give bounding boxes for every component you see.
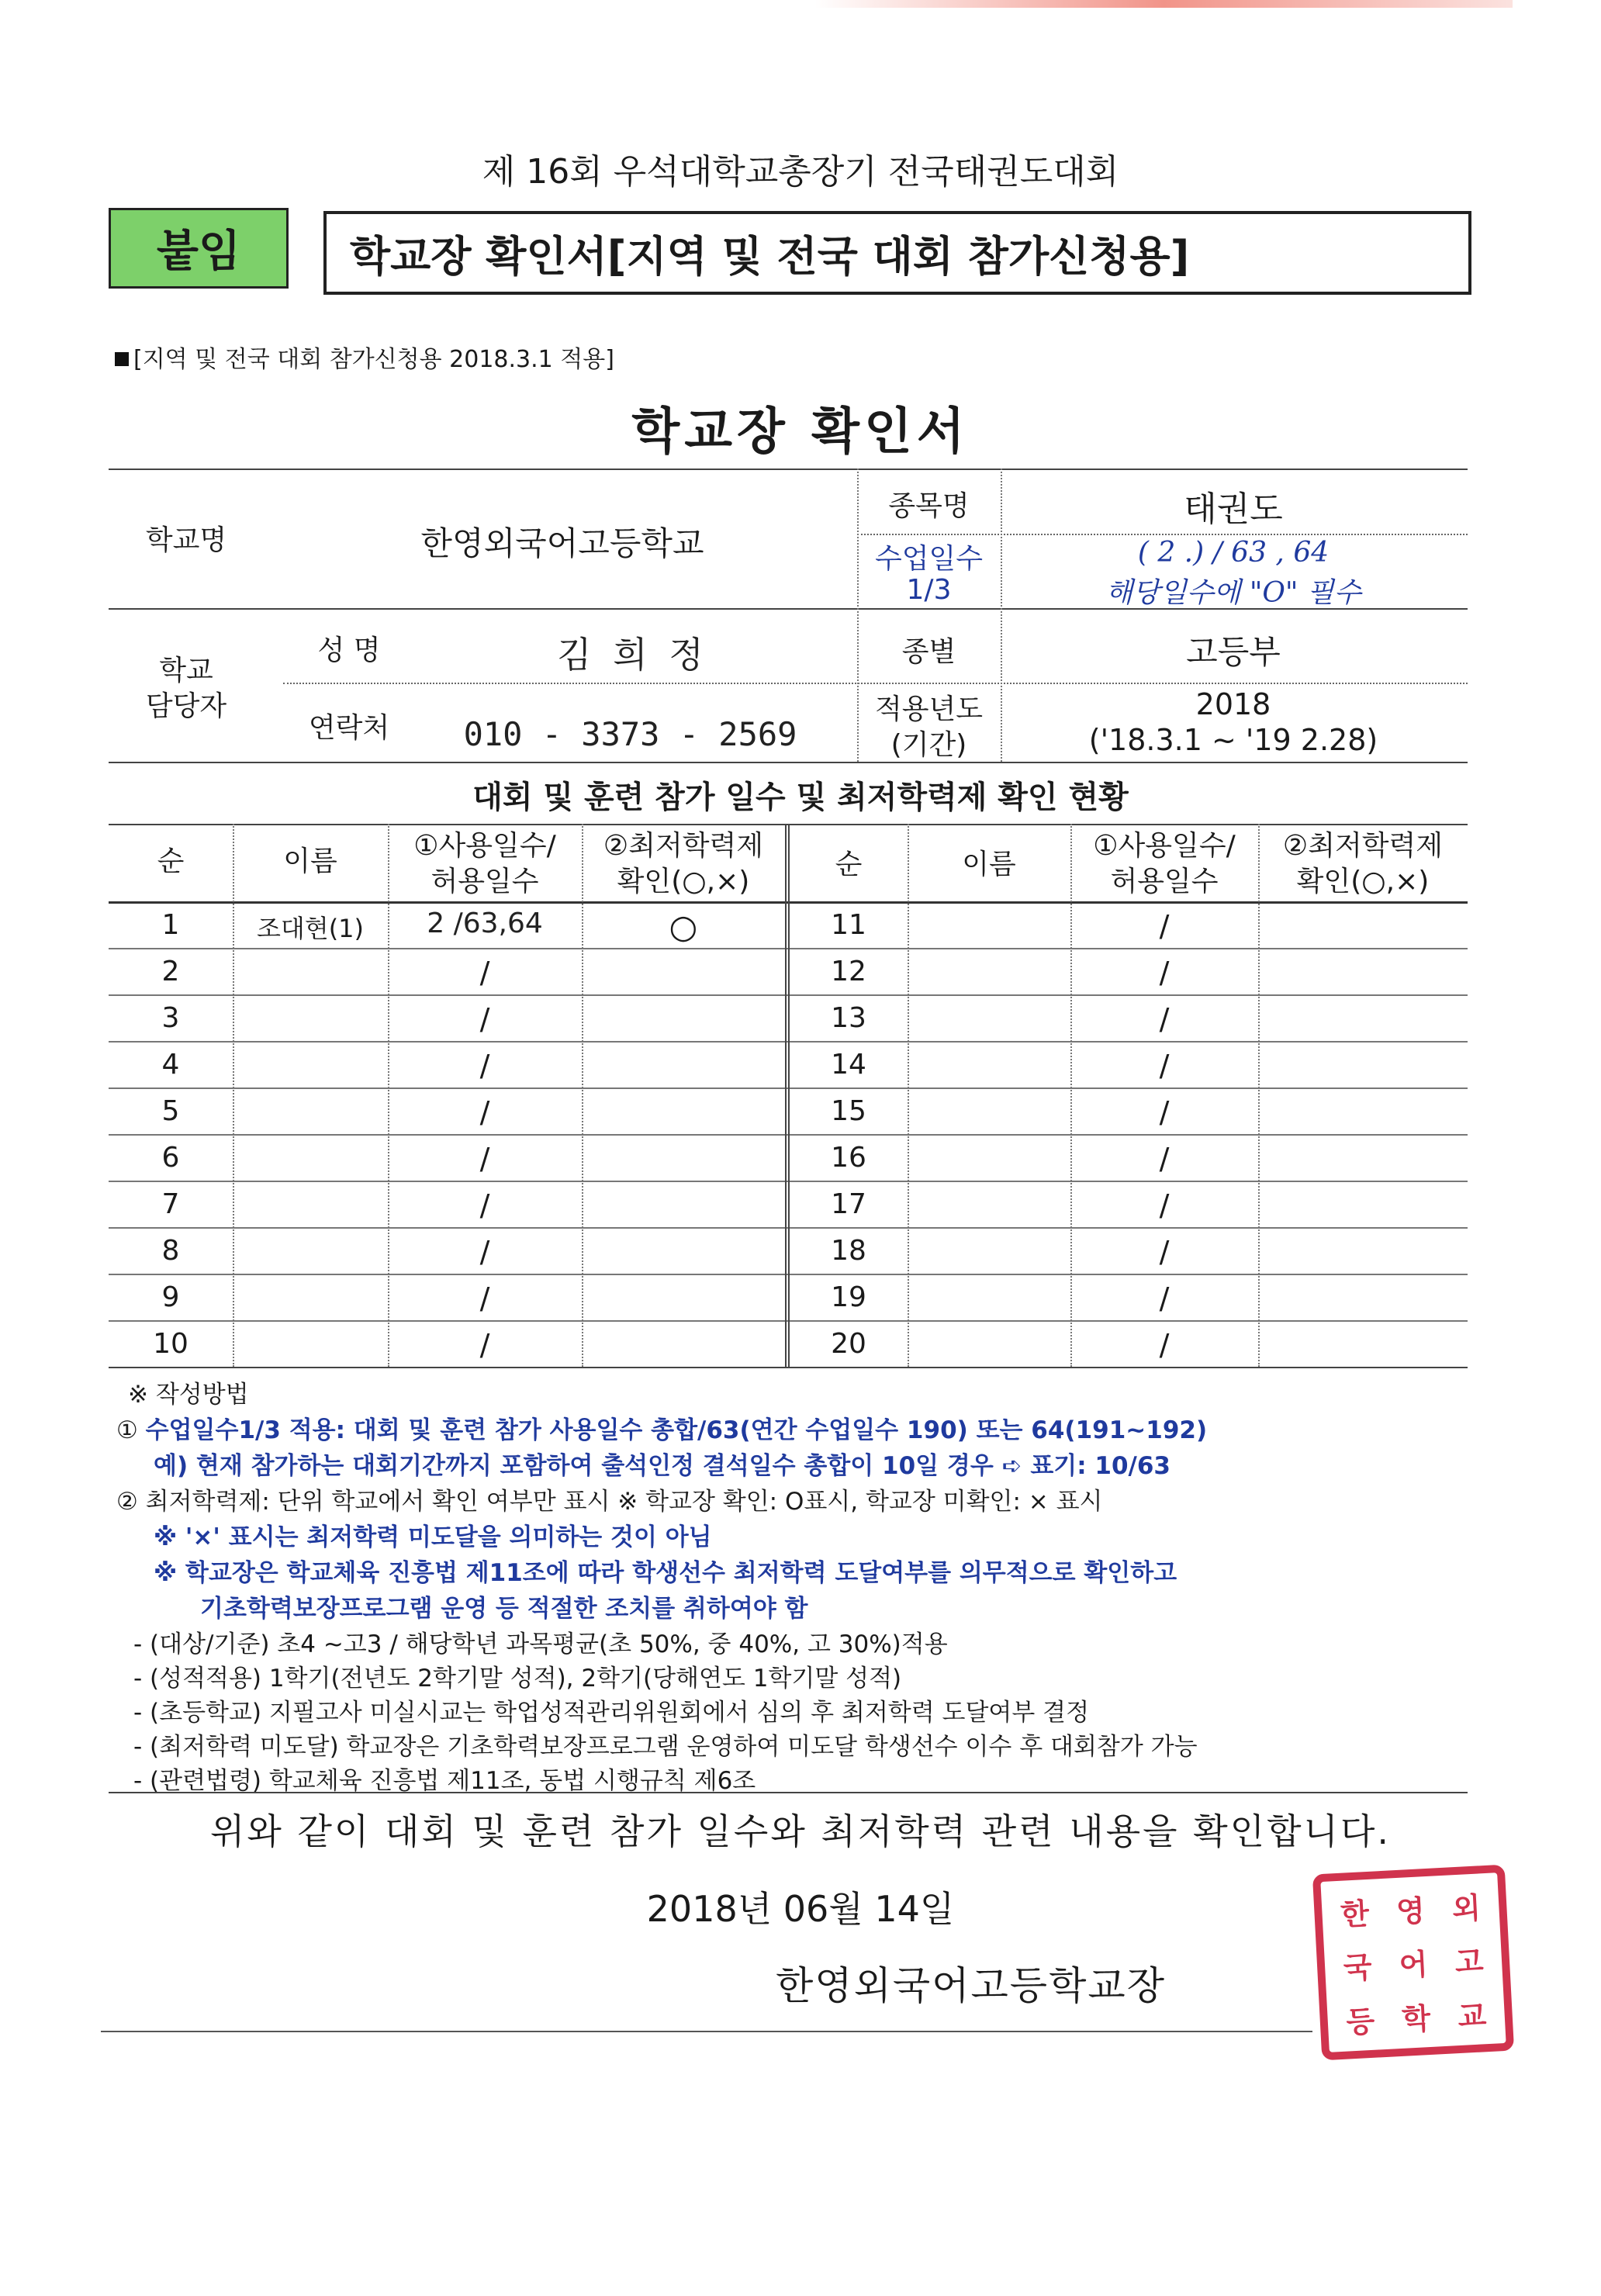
rule xyxy=(582,824,583,1367)
note-1-text: 수업일수1/3 적용: 대회 및 훈련 참가 사용일수 총합/63(연간 수업일수 190) 또는 64(191~192) xyxy=(145,1416,1208,1444)
document-title: 학교장 확인서[지역 및 전국 대회 참가신청용] xyxy=(323,211,1471,295)
applied-note xyxy=(115,340,614,374)
days-label-2: 1/3 xyxy=(906,574,952,606)
row-days: / xyxy=(479,1095,490,1129)
header-check-line2: 확인(○,×) xyxy=(617,866,750,897)
school-label: 학교명 xyxy=(145,524,227,556)
header-check-line2: 확인(○,×) xyxy=(1296,866,1430,897)
row-no: 16 xyxy=(831,1142,866,1174)
row-no: 3 xyxy=(161,1002,180,1034)
header-check-line1: ②최저학력제 xyxy=(1282,830,1444,862)
section-title: 대회 및 훈련 참가 일수 및 최저학력제 확인 현황 xyxy=(472,780,1129,815)
row-no: 18 xyxy=(831,1235,866,1267)
seal-char: 어 xyxy=(1398,1946,1429,1983)
note-4b: 기초학력보장프로그램 운영 등 적절한 조치를 취하여야 함 xyxy=(200,1595,808,1623)
seal-char: 한 xyxy=(1340,1896,1371,1932)
row-days: / xyxy=(479,1235,490,1269)
header-name-right: 이름 xyxy=(962,849,1016,880)
page-edge-mark xyxy=(814,0,1513,8)
note-3: ※ '×' 표시는 최저학력 미도달을 의미하는 것이 아님 xyxy=(154,1523,712,1551)
principal-name: 한영외국어고등학교장 xyxy=(776,1963,1166,2008)
rule xyxy=(109,469,1468,470)
row-name: 조대현(1) xyxy=(256,914,365,943)
manager-label-2: 담당자 xyxy=(145,690,227,722)
row-no: 4 xyxy=(161,1049,180,1081)
seal-char: 고 xyxy=(1454,1943,1485,1980)
row-days: 2 /63,64 xyxy=(427,908,543,939)
detail-5: - (관련법령) 학교체육 진흥법 제11조, 동법 시행규칙 제6조 xyxy=(133,1767,756,1795)
row-days: / xyxy=(1159,909,1170,943)
rule xyxy=(908,824,909,1367)
rule xyxy=(857,534,1468,535)
detail-4: - (최저학력 미도달) 학교장은 기초학력보장프로그램 운영하여 미도달 학생선수 이수 후 대회참가 가능 xyxy=(133,1733,1198,1761)
seal-char: 등 xyxy=(1345,2003,1376,2040)
row-no: 13 xyxy=(831,1002,866,1034)
notes-heading: ※ 작성방법 xyxy=(128,1381,249,1409)
sport-label: 종목명 xyxy=(888,490,970,522)
seal-char: 학 xyxy=(1401,2000,1432,2037)
detail-2: - (성적적용) 1학기(전년도 2학기말 성적), 2학기(당해연도 1학기말 성적) xyxy=(133,1665,902,1693)
official-seal xyxy=(1312,1865,1514,2061)
row-no: 10 xyxy=(153,1328,188,1360)
row-days: / xyxy=(479,1049,490,1083)
row-no: 14 xyxy=(831,1049,866,1081)
name-value: 김 희 정 xyxy=(557,634,704,676)
row-days: / xyxy=(479,956,490,990)
row-no: 19 xyxy=(831,1281,866,1313)
row-days: / xyxy=(1159,1281,1170,1316)
row-days: / xyxy=(1159,1002,1170,1036)
note-1-example: 예) 현재 참가하는 대회기간까지 포함하여 출석인정 결석일수 총합이 10일 경우 ➪ 표기: 10/63 xyxy=(154,1452,1171,1480)
contact-value: 010 - 3373 - 2569 xyxy=(463,715,797,753)
row-days: / xyxy=(1159,1095,1170,1129)
seal-char: 외 xyxy=(1451,1890,1482,1927)
manager-label-1: 학교 xyxy=(159,655,213,686)
seal-char: 교 xyxy=(1457,1997,1488,2034)
rule xyxy=(233,824,234,1367)
division-value: 고등부 xyxy=(1186,633,1281,671)
header-days-line1: ①사용일수/ xyxy=(413,830,556,862)
header-days xyxy=(388,828,582,900)
row-days: / xyxy=(479,1281,490,1316)
period-value: ('18.3.1 ~ '19 2.28) xyxy=(1088,723,1378,757)
square-bullet-icon xyxy=(115,352,129,366)
note-1-marker: ① xyxy=(116,1416,146,1444)
row-no: 12 xyxy=(831,956,866,987)
issue-date: 2018년 06월 14일 xyxy=(646,1888,955,1930)
detail-3: - (초등학교) 지필고사 미실시교는 학업성적관리위원회에서 심의 후 최저학력 도달여부 결정 xyxy=(133,1699,1090,1727)
confirm-statement: 위와 같이 대회 및 훈련 참가 일수와 최저학력 관련 내용을 확인합니다. xyxy=(209,1810,1392,1852)
row-no: 20 xyxy=(831,1328,866,1360)
header-check-line1: ②최저학력제 xyxy=(603,830,764,862)
days-label-1: 수업일수 xyxy=(874,543,984,575)
year-label-2: (기간) xyxy=(890,729,967,761)
contest-title: 제 16회 우석대학교총장기 전국태권도대회 xyxy=(482,152,1119,192)
seal-char: 영 xyxy=(1395,1893,1426,1930)
row-no: 6 xyxy=(161,1142,180,1174)
rule xyxy=(109,1792,1468,1793)
note-4a: ※ 학교장은 학교체육 진흥법 제11조에 따라 학생선수 최저학력 도달여부를 의무적으로 확인하고 xyxy=(154,1559,1177,1587)
school-name: 한영외국어고등학교 xyxy=(420,524,704,562)
detail-1: - (대상/기준) 초4 ~고3 / 해당학년 과목평균(초 50%, 중 40%, 고 30%)적용 xyxy=(133,1630,948,1658)
row-no: 11 xyxy=(831,909,866,941)
main-title: 학교장 확인서 xyxy=(631,403,970,461)
bottom-rule xyxy=(101,2031,1312,2032)
days-note: 해당일수에 "O" 필수 xyxy=(1105,577,1361,609)
header-check-right xyxy=(1258,828,1468,900)
row-days: / xyxy=(479,1002,490,1036)
row-days: / xyxy=(1159,1188,1170,1222)
row-no: 2 xyxy=(161,956,180,987)
header-no-right: 순 xyxy=(835,849,863,880)
row-no: 5 xyxy=(161,1095,180,1127)
rule xyxy=(109,762,1468,763)
attachment-badge: 붙임 xyxy=(109,208,289,289)
row-days: / xyxy=(479,1188,490,1222)
row-days: / xyxy=(479,1142,490,1176)
rule xyxy=(283,683,1468,684)
header-days-line2: 허용일수 xyxy=(431,866,539,897)
rule xyxy=(109,1367,1468,1368)
days-value: ( 2 .) / 63 , 64 xyxy=(1137,537,1330,569)
contact-label: 연락처 xyxy=(308,712,390,744)
row-no: 7 xyxy=(161,1188,180,1220)
year-label-1: 적용년도 xyxy=(874,693,984,725)
row-no: 9 xyxy=(161,1281,180,1313)
sport-value: 태권도 xyxy=(1184,489,1283,529)
applied-note-text: [지역 및 전국 대회 참가신청용 2018.3.1 적용] xyxy=(133,346,614,373)
row-no: 8 xyxy=(161,1235,180,1267)
header-check xyxy=(582,828,785,900)
row-days: / xyxy=(1159,1142,1170,1176)
row-no: 1 xyxy=(161,909,180,941)
header-days-line1: ①사용일수/ xyxy=(1093,830,1236,862)
header-days-right xyxy=(1070,828,1258,900)
row-days: / xyxy=(479,1328,490,1362)
row-check: ○ xyxy=(669,908,698,946)
row-days: / xyxy=(1159,956,1170,990)
row-days: / xyxy=(1159,1328,1170,1362)
row-days: / xyxy=(1159,1235,1170,1269)
seal-char: 국 xyxy=(1342,1949,1373,1987)
row-no: 17 xyxy=(831,1188,866,1220)
row-no: 15 xyxy=(831,1095,866,1127)
header-name: 이름 xyxy=(283,845,337,877)
note-2: ② 최저학력제: 단위 학교에서 확인 여부만 표시 ※ 학교장 확인: O표시, 학교장 미확인: × 표시 xyxy=(116,1488,1103,1516)
row-days: / xyxy=(1159,1049,1170,1083)
name-label: 성 명 xyxy=(317,635,381,666)
header-days-line2: 허용일수 xyxy=(1110,866,1219,897)
year-value: 2018 xyxy=(1195,687,1271,721)
rule xyxy=(1258,824,1260,1367)
division-label: 종별 xyxy=(901,636,956,668)
note-1 xyxy=(116,1410,1207,1445)
header-no: 순 xyxy=(157,845,185,877)
